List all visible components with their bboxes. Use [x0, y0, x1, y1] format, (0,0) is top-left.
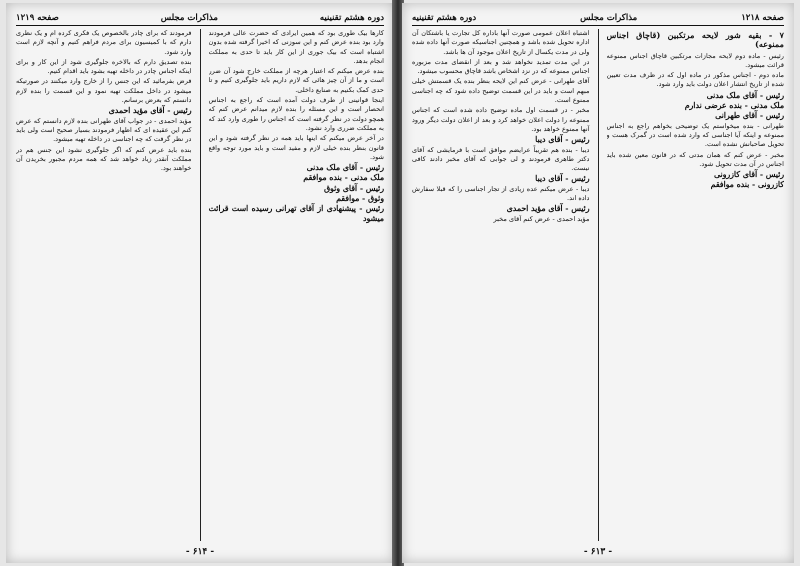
column-divider [598, 29, 599, 541]
right-page-columns [412, 29, 784, 541]
speaker-line: رئیس - آقای وثوق [324, 183, 384, 193]
right-page-left-column [412, 29, 590, 541]
paragraph: مخبر - در قسمت اول ماده توضیح داده شده است که اجناس ممنوعه را دولت اعلان خواهد کرد و بعد از اعلان دولت دیگر ورود آنها ممنوع خواهد بود. [412, 106, 590, 133]
paragraph: فرض بفرمائید که این جنس را از خارج وارد میکنند در صورتیکه میشود در داخل مملکت تهیه نمود و این قسمت را بنده لازم دانستم که بعرض برسانم. [16, 77, 192, 105]
paragraph: مؤید احمدی - در جواب آقای طهرانی بنده لازم دانستم که عرض کنم این عقیده ای که اظهار فرمودند بسیار صحیح است ولی باید در نظر گرفت که چه اجناسی در داخله تهیه میشود. [16, 116, 192, 144]
paragraph: مؤید احمدی - عرض کنم آقای مخبر [493, 214, 590, 223]
left-page-right-column [209, 29, 385, 541]
paragraph: اینجا قوانینی از طرف دولت آمده است که راجع به اجناس انحصار است و این مسئله را بنده لازم میدانم عرض کنم که همچو دولت در نظر گرفته است که اجناس را طوری وارد کند که به مملکت ضرری وارد نشود. [208, 96, 384, 132]
paragraph: فرمودند که برای چادر بالخصوص یک فکری کرده ام و یک نظری دارم که با کمیسیون برای مردم فراهم کنیم و آنچه لازم است وارد شود. [16, 29, 192, 56]
speaker-line: رئیس - آقای کازرونی [713, 170, 784, 180]
speaker-line: رئیس - پیشنهادی از آقای تهرانی رسیده است قرائت میشود [208, 204, 384, 223]
left-page [6, 3, 394, 563]
paragraph: طهرانی - بنده میخواستم یک توضیحی بخواهم راجع به اجناس ممنوعه و اینکه آیا اجناسی که وارد شده است در گمرک هست و تحویل صاحبانش نشده است. [606, 121, 784, 149]
left-page-left-column [16, 29, 192, 541]
paragraph: دیبا - عرض میکنم عده زیادی از تجار اجناسی را که قبلا سفارش داده اند. [412, 184, 590, 203]
speaker-line: کازرونی - بنده موافقم [710, 180, 784, 190]
paragraph: ماده دوم - اجناس مذکور در ماده اول که در ظرف مدت تعیین شده از تاریخ انتشار اعلان دولت باید وارد شود. [606, 71, 784, 89]
speaker-line: رئیس - آقای ملک مدنی [706, 90, 784, 100]
paragraph: آقای طهرانی - عرض کنم این لایحه بنظر بنده یک قسمتش خیلی مبهم است و باید در این قسمت توضیح داده شود که چه اجناسی ممنوع است. [412, 77, 590, 105]
speaker-line: رئیس - آقای طهرانی [715, 111, 784, 121]
right-page-number: - ۶۱۳ - [583, 547, 613, 557]
speaker-line: رئیس - آقای دیبا [535, 135, 590, 145]
paragraph: بنده تصدیق دارم که بالاخره جلوگیری شود از این کار و برای اینکه اجناس چادر در داخله تهیه بشود باید اقدام کنیم. [16, 57, 192, 76]
speaker-line: ملک مدنی - بنده موافقم [303, 173, 384, 183]
speaker-line: ملک مدنی - بنده عرضی ندارم [684, 101, 784, 111]
left-page-label: صفحه ۱۲۱۹ [16, 13, 59, 23]
paragraph: بنده باید عرض کنم که اگر جلوگیری نشود این جنس هم در مملکت آنقدر زیاد خواهد شد که همه مردم مجبور بخریدن آن خواهند بود. [16, 145, 192, 173]
paragraph: اشتباه اعلان عمومی صورت آنها باداره کل تجارت یا باشتکان آن اداره تحویل شده باشد و همچنین اجناسیکه صورت آنها داده شده ولی در مدت یکسال از تاریخ اعلان موجود آن ها باشد. [412, 29, 590, 56]
speaker-line: وثوق - موافقم [336, 194, 384, 204]
paragraph: در این مدت تمدید نخواهد شد و بعد از انقضای مدت مزبوره اجناس ممنوعه که در نزد اشخاص باشد قاچاق محسوب میشود. [412, 57, 590, 76]
left-header-title: مذاکرات مجلس [160, 13, 218, 23]
section-heading: ۷ - بقیه شور لایحه مرتکبین (قاچاق اجناس ممنوعه) [606, 30, 784, 50]
paragraph: دیبا - بنده هم تقریباً عرایضم موافق است با فرمایشی که آقای دکتر طاهری فرمودند و لی جوابی که آقای مخبر دادند کافی نیست. [412, 145, 590, 173]
speaker-line: رئیس - آقای مؤید احمدی [506, 204, 590, 214]
speaker-line: رئیس - آقای مؤید احمدی [108, 106, 192, 116]
paragraph: بنده عرض میکنم که اعتبار هرچه از مملکت خارج شود آن ضرر است و ما از آن چیز هائی که لازم داریم باید جلوگیری کنیم و تا حدی کمک بکنیم به صنایع داخلی. [208, 67, 384, 94]
left-page-columns [16, 29, 384, 541]
paragraph: کارها بیک طوری بود که همین ایرادی که حضرت عالی فرمودند وارد بود بنده عرض کنم و این سوزنی که اخیرا گرفته شده بدون اشتباه است که بیک جوری از این کار باید تا حدی به مملکت انجام بدهد. [208, 29, 384, 65]
paragraph: در آخر عرض میکنم که اینها باید همه در نظر گرفته شود و این قانون بنظر بنده خیلی لازم و مفید است و باید مورد توجه واقع شود. [208, 134, 384, 161]
left-running-header [16, 11, 384, 26]
right-page-right-column [607, 29, 785, 541]
paragraph: مخبر - عرض کنم که همان مدتی که در قانون معین شده باید اجناس در آن مدت تحویل شود. [606, 150, 784, 168]
left-page-number: - ۶۱۴ - [185, 547, 215, 557]
column-divider [200, 29, 201, 541]
speaker-line: رئیس - آقای ملک مدنی [306, 163, 384, 173]
right-header-session: دوره هشتم تقنینیه [412, 13, 477, 23]
right-page [402, 3, 794, 563]
right-page-label: صفحه ۱۲۱۸ [741, 13, 784, 23]
right-running-header [412, 11, 784, 26]
speaker-line: رئیس - آقای دیبا [535, 174, 590, 184]
paragraph: رئیس - ماده دوم لایحه مجازات مرتکبین قاچاق اجناس ممنوعه قرائت میشود. [606, 51, 784, 69]
left-header-session: دوره هشتم تقنینیه [319, 13, 384, 23]
right-header-title: مذاکرات مجلس [580, 13, 638, 23]
